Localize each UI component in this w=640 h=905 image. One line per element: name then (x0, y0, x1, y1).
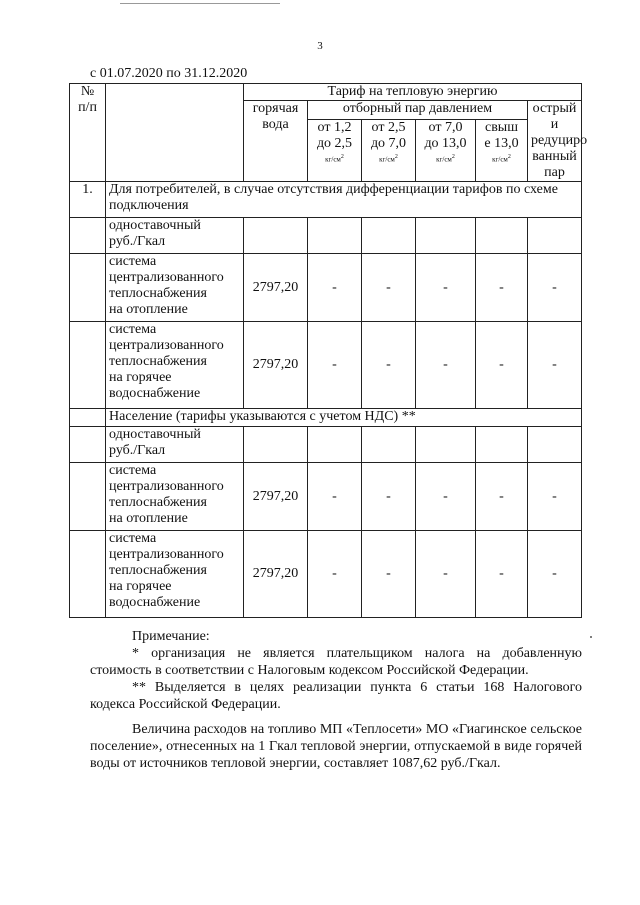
header-hot-water: горячая вода (244, 101, 308, 182)
dash-cell: - (528, 322, 582, 409)
period-label: с 01.07.2020 по 31.12.2020 (90, 66, 248, 81)
row-label: система централизованного теплоснабжения на отопление (106, 254, 244, 322)
dash-cell: - (362, 463, 416, 531)
pressure-unit: $кг/см^2$ (325, 154, 344, 164)
dash-cell: - (362, 531, 416, 618)
row-label: система централизованного теплоснабжения на горячее водоснабжение (106, 531, 244, 618)
header-steam-title: отборный пар давлением (308, 101, 528, 120)
section-title: Население (тарифы указываются с учетом НДС) ** (106, 409, 582, 427)
scan-top-line (120, 3, 280, 4)
header-pressure-col: от 2,5 до 7,0 $кг/см^2$ (362, 120, 416, 182)
header-empty-cell (106, 84, 244, 182)
dash-cell: - (362, 254, 416, 322)
section1-title-row (70, 182, 582, 218)
note-vat: * организация не является плательщиком налога на добавленную стоимость в соответствии с Налоговым кодексом Российской Федерации. (90, 646, 582, 678)
row-label: система централизованного теплоснабжения на отопление (106, 463, 244, 531)
table-row (70, 322, 582, 409)
dash-cell: - (476, 463, 528, 531)
header-tariff-title: Тариф на тепловую энергию (244, 84, 582, 101)
page-number: 3 (317, 40, 323, 52)
dash-cell: - (308, 254, 362, 322)
dash-cell: - (308, 463, 362, 531)
dash-cell: - (528, 254, 582, 322)
dash-cell: - (416, 531, 476, 618)
dash-cell: - (308, 531, 362, 618)
dash-cell: - (416, 322, 476, 409)
hot-water-value: 2797,20 (244, 254, 308, 322)
section-number: 1. (70, 182, 106, 218)
header-number: № п/п (70, 84, 106, 182)
header-sharp-steam: острый и редуциро ванный пар (528, 101, 582, 182)
row-label: одноставочный руб./Гкал (106, 218, 244, 254)
pressure-unit: $кг/см^2$ (492, 154, 511, 164)
hot-water-value: 2797,20 (244, 463, 308, 531)
dash-cell: - (362, 322, 416, 409)
table-row (70, 218, 582, 254)
section-title: Для потребителей, в случае отсутствия дифференциации тарифов по схеме подключения (106, 182, 582, 218)
row-label: одноставочный руб./Гкал (106, 427, 244, 463)
hot-water-value: 2797,20 (244, 531, 308, 618)
table-row (70, 427, 582, 463)
dash-cell: - (416, 254, 476, 322)
scan-speck (590, 636, 592, 638)
dash-cell: - (528, 531, 582, 618)
header-pressure-col: свыш е 13,0 $кг/см^2$ (476, 120, 528, 182)
dash-cell: - (528, 463, 582, 531)
notes-block (90, 628, 582, 772)
table-row (70, 463, 582, 531)
notes-heading: Примечание: (132, 629, 210, 644)
hot-water-value: 2797,20 (244, 322, 308, 409)
table-row (70, 531, 582, 618)
pressure-unit: $кг/см^2$ (436, 154, 455, 164)
header-row-1 (70, 84, 582, 101)
section2-title-row (70, 409, 582, 427)
dash-cell: - (476, 322, 528, 409)
dash-cell: - (308, 322, 362, 409)
dash-cell: - (476, 531, 528, 618)
tariff-table (69, 83, 588, 618)
note-fuel-cost: Величина расходов на топливо МП «Теплосети» МО «Гиагинское сельское поселение», отнесенных на 1 Гкал тепловой энергии, отпускаемой в виде горячей воды от источников тепловой энергии, составляет 1087,62 руб./Гкал. (90, 722, 582, 771)
table-row (70, 254, 582, 322)
dash-cell: - (476, 254, 528, 322)
dash-cell: - (416, 463, 476, 531)
header-pressure-col: от 7,0 до 13,0 $кг/см^2$ (416, 120, 476, 182)
header-pressure-col: от 1,2 до 2,5 $кг/см^2$ (308, 120, 362, 182)
pressure-unit: $кг/см^2$ (379, 154, 398, 164)
row-label: система централизованного теплоснабжения на горячее водоснабжение (106, 322, 244, 409)
note-vat-allocation: ** Выделяется в целях реализации пункта 6 статьи 168 Налогового кодекса Российской Федерации. (90, 680, 582, 712)
